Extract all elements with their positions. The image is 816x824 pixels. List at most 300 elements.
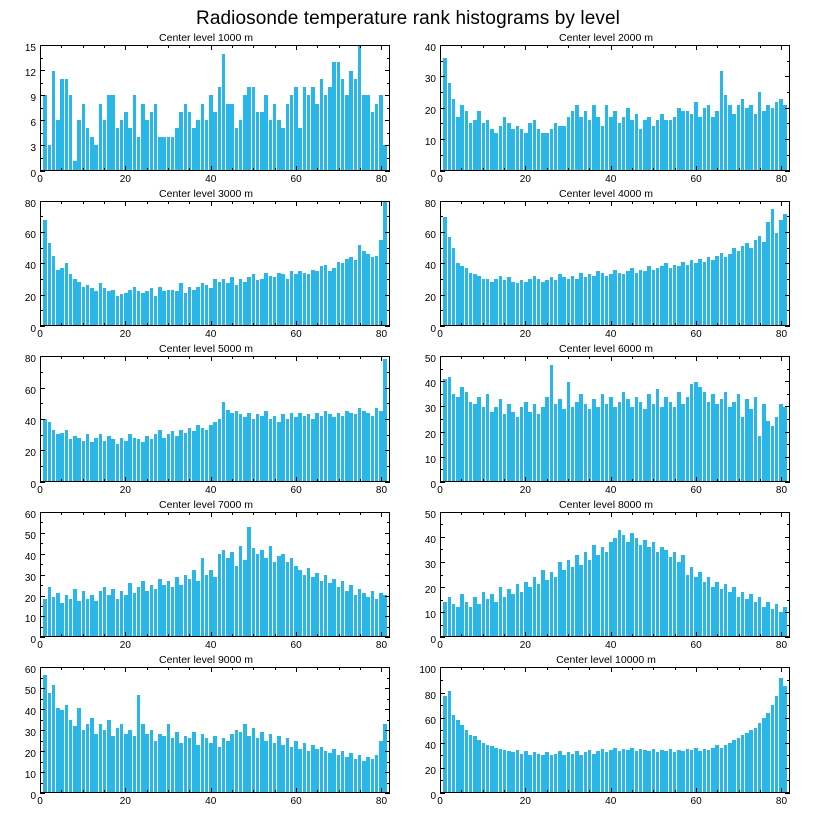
bar bbox=[99, 104, 103, 170]
x-minor-tick bbox=[104, 512, 105, 515]
bar bbox=[69, 95, 73, 169]
bar bbox=[358, 245, 362, 325]
bar bbox=[82, 287, 86, 326]
bar bbox=[766, 222, 770, 326]
y-minor-tick bbox=[787, 730, 790, 731]
bar bbox=[601, 273, 605, 326]
bar bbox=[315, 573, 319, 637]
x-tick bbox=[525, 356, 526, 361]
bar bbox=[375, 256, 379, 326]
x-tick-label: 20 bbox=[119, 484, 131, 496]
bar bbox=[673, 265, 677, 325]
y-tick bbox=[40, 482, 45, 483]
x-tick bbox=[296, 201, 297, 206]
y-tick-label: 50 bbox=[424, 354, 436, 366]
bar bbox=[707, 105, 711, 170]
bar bbox=[545, 580, 549, 637]
bar bbox=[613, 538, 617, 637]
y-tick bbox=[785, 793, 790, 794]
y-tick bbox=[385, 232, 390, 233]
bar bbox=[460, 387, 464, 481]
bar bbox=[575, 279, 579, 325]
y-tick-label: 40 bbox=[424, 740, 436, 752]
bar bbox=[371, 416, 375, 481]
chart-panel bbox=[406, 654, 806, 810]
bar bbox=[630, 268, 634, 325]
x-tick-label: 40 bbox=[205, 796, 217, 807]
x-tick bbox=[381, 45, 382, 50]
y-minor-tick bbox=[787, 155, 790, 156]
bar bbox=[375, 599, 379, 636]
y-tick-label: 0 bbox=[430, 324, 436, 336]
x-minor-tick bbox=[547, 323, 548, 326]
bar bbox=[588, 409, 592, 481]
bar bbox=[375, 104, 379, 170]
bar bbox=[264, 741, 268, 793]
x-tick-label: 80 bbox=[775, 329, 788, 341]
y-tick bbox=[385, 263, 390, 264]
bar bbox=[307, 95, 311, 169]
bar bbox=[332, 268, 336, 325]
bar bbox=[82, 591, 86, 636]
x-tick bbox=[381, 201, 382, 206]
bar bbox=[290, 558, 294, 636]
y-minor-tick bbox=[40, 741, 43, 742]
bar bbox=[230, 734, 234, 792]
bar bbox=[482, 407, 486, 481]
y-tick bbox=[385, 201, 390, 202]
x-tick-label: 80 bbox=[775, 484, 788, 496]
bar bbox=[511, 412, 515, 481]
bar bbox=[647, 547, 651, 636]
x-minor-tick bbox=[360, 512, 361, 515]
axes-frame bbox=[440, 356, 790, 482]
bar bbox=[124, 112, 128, 170]
bar bbox=[175, 577, 179, 637]
y-tick-label: 9 bbox=[30, 93, 36, 105]
y-tick bbox=[785, 512, 790, 513]
x-minor-tick bbox=[632, 512, 633, 515]
y-tick-label: 0 bbox=[430, 791, 436, 802]
axes-frame bbox=[440, 667, 790, 793]
bar bbox=[277, 273, 281, 326]
bar bbox=[341, 263, 345, 325]
bar bbox=[162, 438, 166, 481]
bar bbox=[728, 407, 732, 481]
panel-title: Center level 8000 m bbox=[559, 498, 653, 511]
x-minor-tick bbox=[339, 512, 340, 515]
x-minor-tick bbox=[275, 201, 276, 204]
y-minor-tick bbox=[387, 466, 390, 467]
x-tick bbox=[696, 477, 697, 482]
y-tick bbox=[440, 171, 445, 172]
bar-series bbox=[441, 513, 789, 637]
bar bbox=[354, 414, 358, 480]
x-minor-tick bbox=[547, 512, 548, 515]
x-minor-tick bbox=[461, 168, 462, 171]
bar bbox=[516, 126, 520, 169]
x-tick bbox=[125, 356, 126, 361]
bar bbox=[533, 276, 537, 325]
bar bbox=[677, 266, 681, 325]
bar bbox=[575, 105, 579, 170]
bar bbox=[133, 593, 137, 636]
x-tick bbox=[381, 632, 382, 637]
x-minor-tick bbox=[675, 634, 676, 637]
bar bbox=[247, 87, 251, 169]
y-tick-label: 60 bbox=[424, 229, 436, 241]
x-minor-tick bbox=[547, 45, 548, 48]
bar bbox=[571, 111, 575, 170]
y-tick bbox=[40, 688, 45, 689]
bar bbox=[209, 95, 213, 169]
bar bbox=[145, 120, 149, 169]
bar bbox=[758, 436, 762, 480]
x-minor-tick bbox=[653, 323, 654, 326]
bar bbox=[107, 95, 111, 169]
bar bbox=[371, 591, 375, 636]
bar bbox=[179, 585, 183, 636]
bar bbox=[362, 95, 366, 169]
bar bbox=[303, 416, 307, 481]
x-minor-tick bbox=[168, 45, 169, 48]
bar bbox=[154, 434, 158, 480]
bar bbox=[456, 117, 460, 170]
x-minor-tick bbox=[589, 479, 590, 482]
x-tick-label: 60 bbox=[690, 173, 702, 185]
y-tick-label: 40 bbox=[24, 261, 36, 273]
bar bbox=[749, 730, 753, 792]
bar bbox=[503, 750, 507, 792]
bar bbox=[137, 587, 141, 636]
x-minor-tick bbox=[189, 45, 190, 48]
bar bbox=[328, 271, 332, 325]
bar-series bbox=[441, 202, 789, 326]
x-minor-tick bbox=[632, 168, 633, 171]
x-minor-tick bbox=[568, 512, 569, 515]
bar bbox=[209, 743, 213, 792]
bar bbox=[52, 256, 56, 326]
bar bbox=[588, 560, 592, 637]
bar bbox=[175, 732, 179, 792]
bar bbox=[65, 79, 69, 170]
bar bbox=[558, 274, 562, 325]
y-tick bbox=[440, 637, 445, 638]
bar bbox=[311, 87, 315, 169]
bar bbox=[592, 399, 596, 481]
x-tick-label: 0 bbox=[37, 484, 43, 496]
x-tick bbox=[125, 166, 126, 171]
y-tick bbox=[440, 432, 445, 433]
bar bbox=[728, 743, 732, 792]
bar bbox=[256, 280, 260, 325]
y-tick bbox=[440, 562, 445, 563]
bar bbox=[150, 585, 154, 636]
y-minor-tick bbox=[787, 705, 790, 706]
bar bbox=[273, 277, 277, 325]
bar bbox=[48, 243, 52, 325]
bar bbox=[728, 105, 732, 170]
x-minor-tick bbox=[675, 45, 676, 48]
x-tick bbox=[696, 632, 697, 637]
x-minor-tick bbox=[589, 323, 590, 326]
x-tick-label: 80 bbox=[375, 796, 388, 807]
y-minor-tick bbox=[787, 216, 790, 217]
x-tick bbox=[40, 356, 41, 361]
bar bbox=[558, 399, 562, 481]
bar bbox=[558, 562, 562, 636]
y-minor-tick bbox=[440, 444, 443, 445]
bar bbox=[635, 538, 639, 637]
x-tick bbox=[696, 166, 697, 171]
bar bbox=[107, 595, 111, 636]
bar bbox=[307, 274, 311, 325]
y-tick bbox=[440, 76, 445, 77]
bar bbox=[443, 58, 447, 169]
x-minor-tick bbox=[61, 168, 62, 171]
x-minor-tick bbox=[717, 479, 718, 482]
bar bbox=[235, 730, 239, 792]
bar bbox=[103, 730, 107, 792]
bar bbox=[643, 750, 647, 792]
bar bbox=[766, 602, 770, 637]
y-minor-tick bbox=[40, 133, 43, 134]
axes-frame bbox=[40, 512, 390, 638]
bar bbox=[294, 417, 298, 480]
y-tick bbox=[385, 295, 390, 296]
bar bbox=[349, 585, 353, 636]
bar bbox=[601, 749, 605, 792]
y-tick bbox=[785, 612, 790, 613]
bar bbox=[222, 550, 226, 637]
x-minor-tick bbox=[147, 45, 148, 48]
bar bbox=[303, 87, 307, 169]
bar bbox=[281, 128, 285, 169]
bar bbox=[647, 117, 651, 170]
x-minor-tick bbox=[483, 790, 484, 793]
bar bbox=[537, 754, 541, 792]
x-minor-tick bbox=[104, 790, 105, 793]
bar bbox=[771, 209, 775, 325]
bar bbox=[332, 749, 336, 792]
x-minor-tick bbox=[168, 323, 169, 326]
bar bbox=[698, 751, 702, 792]
bar bbox=[116, 444, 120, 481]
bar bbox=[375, 755, 379, 792]
bar bbox=[541, 282, 545, 325]
bar bbox=[77, 601, 81, 636]
bar bbox=[65, 263, 69, 325]
y-tick bbox=[440, 718, 445, 719]
bar bbox=[154, 741, 158, 793]
bar bbox=[490, 129, 494, 169]
x-tick-label: 0 bbox=[437, 796, 443, 807]
y-tick bbox=[440, 406, 445, 407]
y-tick-label: 3 bbox=[30, 143, 36, 155]
bar bbox=[175, 128, 179, 169]
x-tick bbox=[611, 166, 612, 171]
bar bbox=[192, 431, 196, 480]
x-minor-tick bbox=[104, 45, 105, 48]
y-tick bbox=[385, 356, 390, 357]
x-minor-tick bbox=[61, 356, 62, 359]
bar bbox=[703, 392, 707, 481]
x-minor-tick bbox=[739, 512, 740, 515]
bar bbox=[99, 724, 103, 792]
x-minor-tick bbox=[147, 168, 148, 171]
y-minor-tick bbox=[40, 248, 43, 249]
bar bbox=[324, 575, 328, 637]
x-minor-tick bbox=[232, 323, 233, 326]
bar bbox=[520, 592, 524, 636]
bar bbox=[507, 589, 511, 636]
x-minor-tick bbox=[168, 667, 169, 670]
bar bbox=[222, 402, 226, 481]
y-tick bbox=[440, 263, 445, 264]
bar bbox=[264, 558, 268, 636]
bar bbox=[264, 411, 268, 481]
y-minor-tick bbox=[40, 310, 43, 311]
x-minor-tick bbox=[61, 790, 62, 793]
x-minor-tick bbox=[760, 323, 761, 326]
bar bbox=[260, 416, 264, 481]
y-tick-label: 10 bbox=[24, 614, 36, 626]
y-tick bbox=[385, 667, 390, 668]
bar bbox=[205, 120, 209, 169]
x-minor-tick bbox=[504, 356, 505, 359]
bar bbox=[281, 745, 285, 792]
x-tick bbox=[440, 477, 441, 482]
bar bbox=[635, 397, 639, 481]
bar bbox=[286, 738, 290, 792]
x-minor-tick bbox=[232, 201, 233, 204]
x-tick bbox=[296, 788, 297, 793]
bar bbox=[698, 572, 702, 636]
y-tick bbox=[40, 70, 45, 71]
x-minor-tick bbox=[653, 356, 654, 359]
y-tick bbox=[40, 575, 45, 576]
y-tick bbox=[785, 637, 790, 638]
bar bbox=[758, 92, 762, 169]
bar bbox=[290, 413, 294, 481]
bar bbox=[528, 123, 532, 169]
bar bbox=[103, 587, 107, 636]
bar bbox=[56, 120, 60, 169]
bar bbox=[686, 265, 690, 325]
bar bbox=[630, 748, 634, 792]
plot-area bbox=[419, 665, 790, 807]
x-tick bbox=[40, 477, 41, 482]
bar bbox=[311, 419, 315, 481]
bar bbox=[90, 442, 94, 481]
y-tick bbox=[440, 587, 445, 588]
x-minor-tick bbox=[461, 634, 462, 637]
y-tick-label: 100 bbox=[419, 665, 436, 677]
bar bbox=[379, 95, 383, 169]
bar bbox=[366, 95, 370, 169]
bar bbox=[703, 749, 707, 792]
y-tick bbox=[785, 232, 790, 233]
bar bbox=[179, 283, 183, 325]
bar bbox=[222, 279, 226, 325]
x-minor-tick bbox=[189, 201, 190, 204]
y-tick-label: 40 bbox=[424, 261, 436, 273]
bar bbox=[443, 602, 447, 637]
bar bbox=[171, 431, 175, 480]
x-tick-label: 40 bbox=[205, 640, 217, 652]
bar bbox=[320, 581, 324, 637]
bar bbox=[226, 558, 230, 636]
x-minor-tick bbox=[461, 512, 462, 515]
y-tick-label: 50 bbox=[424, 509, 436, 521]
bar bbox=[635, 114, 639, 170]
bar bbox=[681, 111, 685, 170]
bar bbox=[771, 705, 775, 792]
bar bbox=[294, 274, 298, 325]
bar bbox=[375, 408, 379, 481]
x-minor-tick bbox=[653, 201, 654, 204]
bar bbox=[558, 126, 562, 169]
bar bbox=[239, 120, 243, 169]
x-tick-label: 0 bbox=[37, 173, 43, 185]
bar bbox=[592, 276, 596, 325]
bar bbox=[749, 594, 753, 636]
bar bbox=[639, 129, 643, 169]
x-tick bbox=[611, 667, 612, 672]
bar bbox=[669, 557, 673, 636]
y-minor-tick bbox=[440, 680, 443, 681]
bar bbox=[52, 597, 56, 636]
y-tick-label: 20 bbox=[424, 105, 436, 117]
plot-area bbox=[24, 354, 390, 496]
bar bbox=[247, 277, 251, 325]
bar bbox=[269, 276, 273, 325]
bar bbox=[775, 417, 779, 481]
bar bbox=[354, 595, 358, 636]
bar bbox=[622, 392, 626, 481]
bar bbox=[609, 117, 613, 170]
y-tick bbox=[785, 457, 790, 458]
x-minor-tick bbox=[168, 790, 169, 793]
y-tick bbox=[785, 406, 790, 407]
bar bbox=[171, 137, 175, 170]
x-minor-tick bbox=[483, 323, 484, 326]
bar bbox=[358, 755, 362, 792]
bar bbox=[537, 584, 541, 636]
bar bbox=[120, 724, 124, 792]
bar bbox=[711, 260, 715, 325]
x-minor-tick bbox=[189, 512, 190, 515]
bar bbox=[520, 280, 524, 325]
bar bbox=[579, 755, 583, 792]
chart-panel bbox=[406, 499, 806, 655]
x-minor-tick bbox=[547, 634, 548, 637]
y-tick-label: 0 bbox=[30, 324, 36, 336]
bar bbox=[273, 743, 277, 792]
bar bbox=[328, 414, 332, 480]
y-minor-tick bbox=[787, 310, 790, 311]
y-tick bbox=[785, 587, 790, 588]
bar bbox=[490, 282, 494, 325]
bar bbox=[766, 713, 770, 792]
y-minor-tick bbox=[40, 216, 43, 217]
x-minor-tick bbox=[83, 323, 84, 326]
y-tick bbox=[40, 295, 45, 296]
bar bbox=[116, 728, 120, 792]
bar bbox=[128, 583, 132, 637]
bar bbox=[707, 577, 711, 636]
plot-area bbox=[424, 198, 790, 341]
